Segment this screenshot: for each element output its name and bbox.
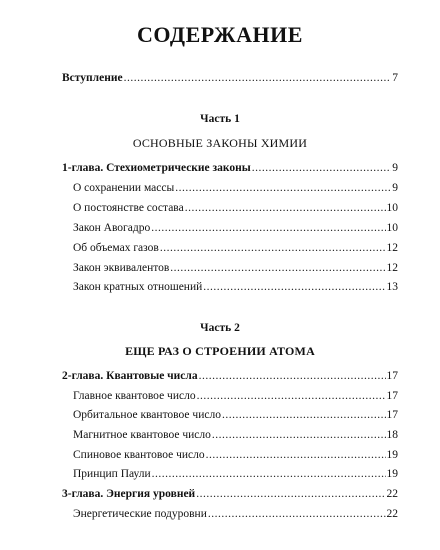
toc-entry[interactable] bbox=[73, 180, 398, 196]
toc-entry-label: Энергетические подуровни bbox=[73, 508, 207, 520]
leader-dots bbox=[170, 260, 385, 276]
toc-entry[interactable] bbox=[73, 260, 398, 276]
toc-entry-label: О постоянстве состава bbox=[73, 202, 184, 214]
toc-page-number: 10 bbox=[386, 222, 398, 234]
toc-entry-label: Закон кратных отношений bbox=[73, 281, 203, 293]
toc-entry-label: 3-глава. Энергия уровней bbox=[62, 488, 196, 500]
toc-page-number: 9 bbox=[392, 162, 398, 174]
page-title: СОДЕРЖАНИЕ bbox=[137, 22, 303, 47]
toc-entry-label: Вступление bbox=[62, 72, 123, 84]
leader-dots bbox=[185, 200, 386, 216]
leader-dots bbox=[208, 506, 386, 522]
leader-dots bbox=[160, 240, 386, 256]
toc-entry-label: 2-глава. Квантовые числа bbox=[62, 370, 198, 382]
leader-dots bbox=[252, 160, 392, 176]
toc-page-number: 10 bbox=[386, 202, 398, 214]
toc-page-number: 17 bbox=[386, 370, 398, 382]
toc-entry-label: Закон эквивалентов bbox=[73, 262, 170, 274]
toc-entry-label: Спиновое квантовое число bbox=[73, 449, 205, 461]
toc-chapter-1[interactable] bbox=[62, 160, 398, 176]
toc-page-number: 12 bbox=[386, 262, 398, 274]
toc-entry-label: Магнитное квантовое число bbox=[73, 429, 211, 441]
toc-entry[interactable] bbox=[73, 407, 398, 423]
toc-entry-label: Об объемах газов bbox=[73, 242, 159, 254]
part-title: ОСНОВНЫЕ ЗАКОНЫ ХИМИИ bbox=[132, 136, 308, 150]
toc-page-number: 19 bbox=[386, 449, 398, 461]
toc-entry-label: Принцип Паули bbox=[73, 468, 151, 480]
leader-dots bbox=[206, 447, 386, 463]
leader-dots bbox=[199, 368, 386, 384]
toc-page-number: 22 bbox=[386, 488, 398, 500]
toc-page-number: 17 bbox=[386, 390, 398, 402]
toc-entry-label: О сохранении массы bbox=[73, 182, 175, 194]
toc-entry-intro[interactable] bbox=[62, 70, 398, 86]
toc-entry[interactable] bbox=[73, 279, 398, 295]
toc-page-number: 19 bbox=[386, 468, 398, 480]
leader-dots bbox=[197, 388, 386, 404]
toc-page-number: 18 bbox=[386, 429, 398, 441]
leader-dots bbox=[222, 407, 386, 423]
part-label: Часть 2 bbox=[200, 322, 240, 334]
toc-entry[interactable] bbox=[73, 200, 398, 216]
toc-entry[interactable] bbox=[73, 220, 398, 236]
leader-dots bbox=[175, 180, 391, 196]
toc-entry-label: Закон Авогадро bbox=[73, 222, 151, 234]
leader-dots bbox=[151, 220, 385, 236]
toc-page-number: 7 bbox=[392, 72, 398, 84]
toc-page-number: 22 bbox=[386, 508, 398, 520]
toc-page-number: 12 bbox=[386, 242, 398, 254]
part-title: ЕЩЕ РАЗ О СТРОЕНИИ АТОМА bbox=[125, 344, 315, 358]
toc-entry[interactable] bbox=[73, 388, 398, 404]
part-label: Часть 1 bbox=[200, 113, 240, 125]
leader-dots bbox=[196, 486, 385, 502]
leader-dots bbox=[152, 466, 386, 482]
toc-entry-label: Орбитальное квантовое число bbox=[73, 409, 221, 421]
toc-page-number: 9 bbox=[392, 182, 398, 194]
leader-dots bbox=[203, 279, 385, 295]
leader-dots bbox=[124, 70, 392, 86]
toc-chapter-2[interactable] bbox=[62, 368, 398, 384]
toc-entry[interactable] bbox=[73, 506, 398, 522]
toc-page-number: 17 bbox=[386, 409, 398, 421]
toc-chapter-3[interactable] bbox=[62, 486, 398, 502]
toc-page-number: 13 bbox=[386, 281, 398, 293]
leader-dots bbox=[212, 427, 386, 443]
toc-entry[interactable] bbox=[73, 466, 398, 482]
toc-entry-label: 1-глава. Стехиометрические законы bbox=[62, 162, 251, 174]
toc-entry[interactable] bbox=[73, 447, 398, 463]
toc-entry-label: Главное квантовое число bbox=[73, 390, 196, 402]
toc-entry[interactable] bbox=[73, 427, 398, 443]
toc-entry[interactable] bbox=[73, 240, 398, 256]
